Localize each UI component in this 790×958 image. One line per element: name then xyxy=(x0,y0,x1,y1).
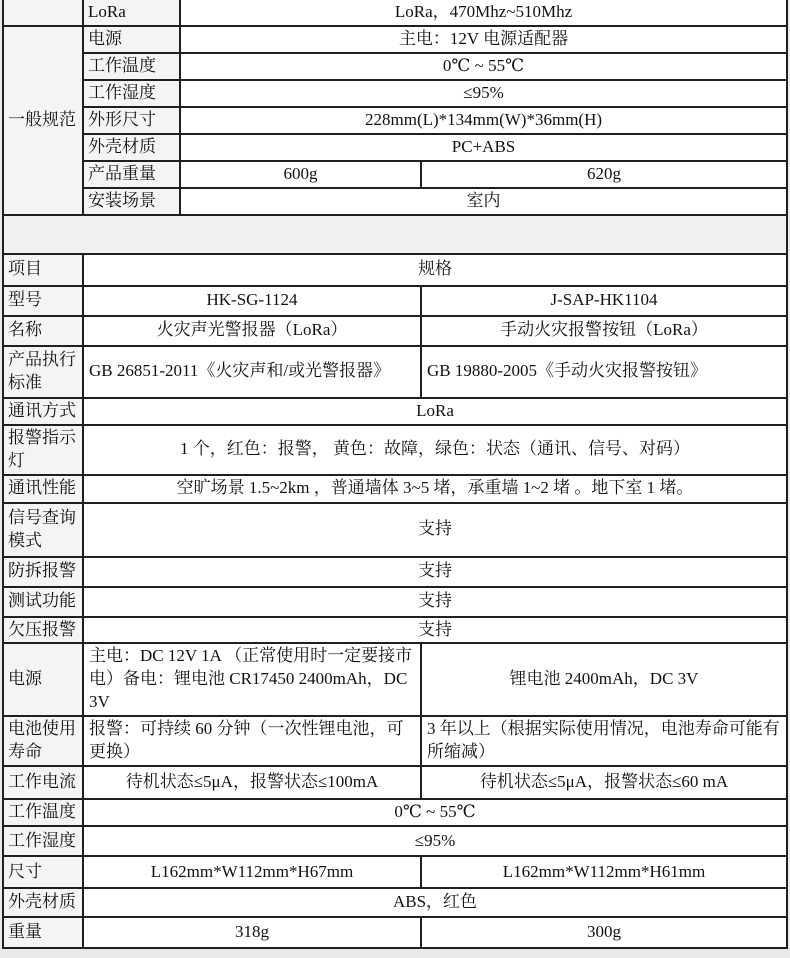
cell-value: 支持 xyxy=(83,617,787,644)
cell-label: 名称 xyxy=(3,316,83,346)
detail-row-model xyxy=(3,286,787,316)
general-row-shell-material xyxy=(3,134,787,161)
cell-value: ABS，红色 xyxy=(83,888,787,917)
cell-label: LoRa xyxy=(83,0,180,26)
cell-value-a: 318g xyxy=(83,917,421,948)
cell-value: 空旷场景 1.5~2km ，普通墙体 3~5 堵，承重墙 1~2 堵 。地下室 1 堵。 xyxy=(83,475,787,503)
general-row-power xyxy=(3,26,787,53)
cell-value-a: 火灾声光警报器（LoRa） xyxy=(83,316,421,346)
cell-value: LoRa，470Mhz~510Mhz xyxy=(180,0,787,26)
section-spacer-row xyxy=(3,215,787,254)
cell-value-a: 报警：可持续 60 分钟（一次性锂电池，可更换） xyxy=(83,716,421,766)
detail-row-battery-life xyxy=(3,716,787,766)
cell-value: 支持 xyxy=(83,503,787,557)
detail-row-tamper-alarm xyxy=(3,557,787,587)
cell-label: 外壳材质 xyxy=(3,888,83,917)
detail-row-work-humidity xyxy=(3,826,787,856)
cell-value: 支持 xyxy=(83,557,787,587)
cell-label: 尺寸 xyxy=(3,856,83,888)
cell-value-a: GB 26851-2011《火灾声和/或光警报器》 xyxy=(83,346,421,398)
cell-value-a: 待机状态≤5μA，报警状态≤100mA xyxy=(83,766,421,799)
cell-label: 产品重量 xyxy=(83,161,180,188)
detail-row-comm-performance xyxy=(3,475,787,503)
cell-label: 测试功能 xyxy=(3,587,83,617)
cell-label: 工作湿度 xyxy=(3,826,83,856)
cell-label: 型号 xyxy=(3,286,83,316)
general-group-label: 一般规范 xyxy=(3,26,83,215)
cell-label: 防拆报警 xyxy=(3,557,83,587)
cell-value-b: 手动火灾报警按钮（LoRa） xyxy=(421,316,787,346)
detail-row-test-function xyxy=(3,587,787,617)
cell-label: 信号查询模式 xyxy=(3,503,83,557)
cell-value-b: 锂电池 2400mAh，DC 3V xyxy=(421,643,787,716)
cell-value-b: GB 19880-2005《手动火灾报警按钮》 xyxy=(421,346,787,398)
cell-label: 通讯方式 xyxy=(3,398,83,425)
cell-label: 安装场景 xyxy=(83,188,180,215)
cell-value: PC+ABS xyxy=(180,134,787,161)
detail-row-name xyxy=(3,316,787,346)
detail-row-comm-mode xyxy=(3,398,787,425)
general-row-weight xyxy=(3,161,787,188)
cell-value: 1 个，红色：报警， 黄色：故障，绿色：状态（通讯、信号、对码） xyxy=(83,425,787,475)
general-row-install-scene xyxy=(3,188,787,215)
detail-row-weight xyxy=(3,917,787,948)
cell-label: 电源 xyxy=(83,26,180,53)
cell-label: 欠压报警 xyxy=(3,617,83,644)
cell-label: 工作电流 xyxy=(3,766,83,799)
cell-value: 0℃ ~ 55℃ xyxy=(83,799,787,826)
cell-label: 电源 xyxy=(3,643,83,716)
product-spec-table xyxy=(2,0,788,949)
general-row-work-temp xyxy=(3,53,787,80)
cell-value: 0℃ ~ 55℃ xyxy=(180,53,787,80)
cell-value-b: 620g xyxy=(421,161,787,188)
cell-label: 工作湿度 xyxy=(83,80,180,107)
cell-value: LoRa xyxy=(83,398,787,425)
cell-label: 工作温度 xyxy=(3,799,83,826)
section-spacer xyxy=(3,215,787,254)
detail-row-standard xyxy=(3,346,787,398)
cell-value: 主电：12V 电源适配器 xyxy=(180,26,787,53)
cell-value-b: J-SAP-HK1104 xyxy=(421,286,787,316)
cell-label: 报警指示灯 xyxy=(3,425,83,475)
detail-row-size xyxy=(3,856,787,888)
cell-label: 外壳材质 xyxy=(83,134,180,161)
detail-row-signal-query xyxy=(3,503,787,557)
cell-value: 支持 xyxy=(83,587,787,617)
cell-value: 228mm(L)*134mm(W)*36mm(H) xyxy=(180,107,787,134)
cell-label: 外形尺寸 xyxy=(83,107,180,134)
cell-value: 室内 xyxy=(180,188,787,215)
detail-header-row xyxy=(3,254,787,286)
cell-value: ≤95% xyxy=(180,80,787,107)
cell-value-b: 300g xyxy=(421,917,787,948)
general-row-dimensions xyxy=(3,107,787,134)
detail-row-low-voltage-alarm xyxy=(3,617,787,644)
cell-value-b: 3 年以上（根据实际使用情况，电池寿命可能有所缩减） xyxy=(421,716,787,766)
cell-label: 重量 xyxy=(3,917,83,948)
cell-value-a: L162mm*W112mm*H67mm xyxy=(83,856,421,888)
cell-value-b: L162mm*W112mm*H61mm xyxy=(421,856,787,888)
cell-label: 电池使用寿命 xyxy=(3,716,83,766)
cell-label: 通讯性能 xyxy=(3,475,83,503)
header-spec-label: 规格 xyxy=(83,254,787,286)
general-row-work-humidity xyxy=(3,80,787,107)
detail-row-work-current xyxy=(3,766,787,799)
general-group-empty-cell xyxy=(3,0,83,26)
detail-row-shell-material xyxy=(3,888,787,917)
cell-value-a: 主电：DC 12V 1A （正常使用时一定要接市电）备电：锂电池 CR17450 2400mAh，DC 3V xyxy=(83,643,421,716)
cell-value-a: HK-SG-1124 xyxy=(83,286,421,316)
header-item-label: 项目 xyxy=(3,254,83,286)
detail-row-alarm-indicator xyxy=(3,425,787,475)
cell-value-a: 600g xyxy=(180,161,421,188)
detail-row-work-temp xyxy=(3,799,787,826)
cell-value-b: 待机状态≤5μA，报警状态≤60 mA xyxy=(421,766,787,799)
detail-row-power xyxy=(3,643,787,716)
cell-label: 产品执行标准 xyxy=(3,346,83,398)
general-row-lora xyxy=(3,0,787,26)
cell-label: 工作温度 xyxy=(83,53,180,80)
cell-value: ≤95% xyxy=(83,826,787,856)
